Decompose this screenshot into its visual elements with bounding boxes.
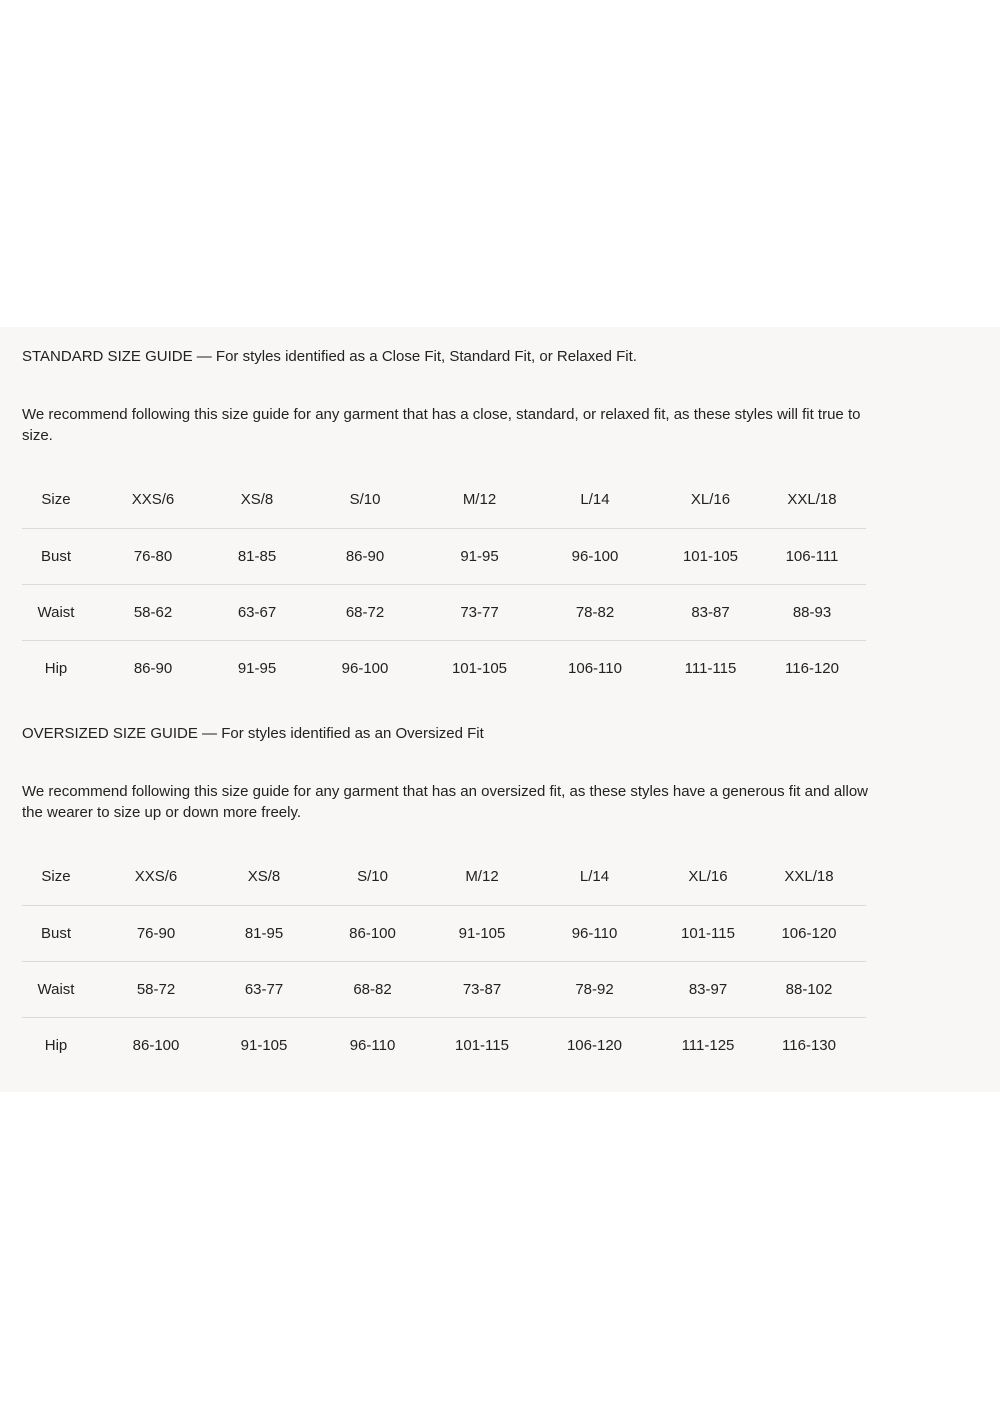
- row-label: Waist: [22, 584, 90, 640]
- size-xxl-header: XXL/18: [787, 491, 837, 509]
- table-cell: 58-62: [90, 584, 216, 640]
- standard-guide-description: We recommend following this size guide for any garment that has a close, standard, or relaxed fit, as these styles will fit true to size.: [22, 406, 861, 444]
- size-column-header: Size: [41, 868, 71, 886]
- row-label: Bust: [22, 905, 90, 961]
- table-cell: 106-111: [758, 528, 866, 584]
- oversized-guide-title: OVERSIZED SIZE GUIDE — For styles identified as an Oversized Fit: [22, 725, 484, 742]
- table-cell: 91-95: [432, 528, 527, 584]
- table-cell: 96-110: [525, 905, 664, 961]
- size-xl-header: XL/16: [690, 491, 731, 509]
- table-cell: 88-93: [758, 584, 866, 640]
- table-cell: 68-72: [298, 584, 432, 640]
- size-column-header: Size: [41, 491, 71, 509]
- size-xl-header: XL/16: [688, 868, 728, 886]
- row-label: Hip: [22, 640, 90, 696]
- size-s-header: S/10: [357, 868, 388, 886]
- size-xxs-header: XXS/6: [134, 868, 178, 886]
- table-cell: 91-95: [216, 640, 298, 696]
- table-header-row: [22, 472, 866, 528]
- oversized-guide-description: We recommend following this size guide for any garment that has an oversized fit, as these styles have a generous fit and allow the wearer to size up or down more freely.: [22, 783, 869, 821]
- standard-guide-title: STANDARD SIZE GUIDE — For styles identified as a Close Fit, Standard Fit, or Relaxed Fit.: [22, 348, 637, 365]
- table-row: [22, 1017, 866, 1073]
- table-cell: 76-80: [90, 528, 216, 584]
- table-cell: 86-100: [90, 1017, 222, 1073]
- table-cell: 78-92: [525, 961, 664, 1017]
- table-cell: 83-97: [664, 961, 752, 1017]
- table-cell: 78-82: [527, 584, 663, 640]
- size-xxl-header: XXL/18: [784, 868, 834, 886]
- table-row: [22, 584, 866, 640]
- oversized-size-table: [22, 849, 866, 1073]
- row-label: Waist: [22, 961, 90, 1017]
- size-m-header: M/12: [462, 491, 497, 509]
- table-cell: 73-87: [439, 961, 525, 1017]
- table-cell: 106-120: [752, 905, 866, 961]
- table-cell: 96-100: [298, 640, 432, 696]
- table-cell: 76-90: [90, 905, 222, 961]
- table-cell: 111-125: [664, 1017, 752, 1073]
- row-label: Hip: [22, 1017, 90, 1073]
- table-cell: 68-82: [306, 961, 439, 1017]
- table-cell: 96-110: [306, 1017, 439, 1073]
- size-l-header: L/14: [579, 868, 610, 886]
- table-cell: 81-85: [216, 528, 298, 584]
- table-cell: 116-120: [758, 640, 866, 696]
- row-label: Bust: [22, 528, 90, 584]
- size-l-header: L/14: [580, 491, 610, 509]
- size-m-header: M/12: [465, 868, 499, 886]
- table-cell: 63-67: [216, 584, 298, 640]
- size-s-header: S/10: [349, 491, 381, 509]
- table-cell: 86-100: [306, 905, 439, 961]
- table-cell: 58-72: [90, 961, 222, 1017]
- table-cell: 96-100: [527, 528, 663, 584]
- size-xs-header: XS/8: [247, 868, 281, 886]
- table-row: [22, 528, 866, 584]
- table-cell: 63-77: [222, 961, 306, 1017]
- table-cell: 101-115: [439, 1017, 525, 1073]
- table-cell: 116-130: [752, 1017, 866, 1073]
- size-xxs-header: XXS/6: [131, 491, 175, 509]
- table-cell: 83-87: [663, 584, 758, 640]
- table-cell: 101-115: [664, 905, 752, 961]
- table-row: [22, 640, 866, 696]
- table-cell: 106-120: [525, 1017, 664, 1073]
- table-cell: 91-105: [222, 1017, 306, 1073]
- size-xs-header: XS/8: [240, 491, 274, 509]
- table-cell: 101-105: [432, 640, 527, 696]
- table-cell: 101-105: [663, 528, 758, 584]
- table-cell: 106-110: [527, 640, 663, 696]
- table-cell: 73-77: [432, 584, 527, 640]
- table-cell: 81-95: [222, 905, 306, 961]
- table-row: [22, 961, 866, 1017]
- table-cell: 88-102: [752, 961, 866, 1017]
- standard-size-table: [22, 472, 866, 696]
- table-cell: 86-90: [90, 640, 216, 696]
- table-cell: 111-115: [663, 640, 758, 696]
- table-cell: 91-105: [439, 905, 525, 961]
- table-cell: 86-90: [298, 528, 432, 584]
- size-guide-panel: [0, 327, 1000, 1092]
- table-row: [22, 905, 866, 961]
- table-header-row: [22, 849, 866, 905]
